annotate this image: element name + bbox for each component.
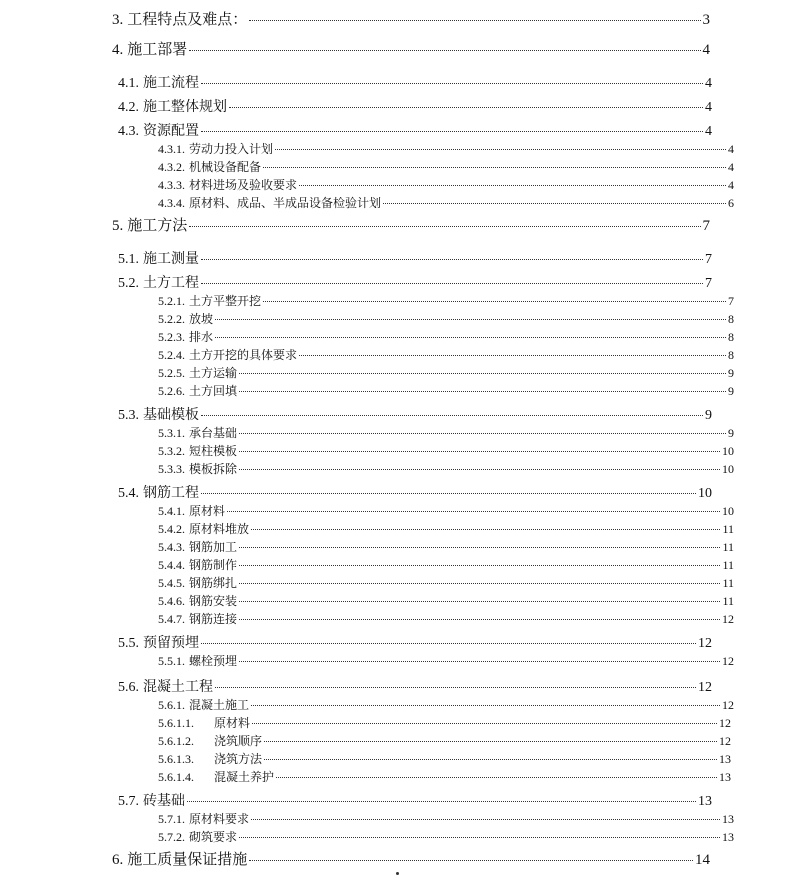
toc-entry-page-number: 4 <box>728 142 734 156</box>
toc-entry[interactable] <box>158 346 734 363</box>
toc-entry-page-number: 11 <box>722 522 734 536</box>
toc-entry-title: 资源配置 <box>143 124 199 139</box>
toc-entry-title: 施工测量 <box>143 252 199 267</box>
toc-entry-title: 土方工程 <box>143 276 199 291</box>
toc-entry[interactable] <box>158 176 734 193</box>
toc-entry-title: 短柱模板 <box>189 444 238 458</box>
toc-entry-number: 5.3. <box>118 408 139 423</box>
toc-entry[interactable] <box>118 632 712 652</box>
toc-entry[interactable] <box>158 610 734 627</box>
toc-entry-title: 放坡 <box>189 312 214 326</box>
toc-entry-number: 5.4.4. <box>158 558 185 572</box>
toc-entry-page-number: 4 <box>728 160 734 174</box>
toc-entry-page-number: 13 <box>698 794 712 809</box>
toc-entry-number: 5.6. <box>118 680 139 695</box>
toc-entry-title: 机械设备配备 <box>189 160 262 174</box>
toc-entry[interactable] <box>158 714 731 731</box>
toc-entry-number: 6. <box>112 852 124 868</box>
toc-entry-page-number: 10 <box>698 486 712 501</box>
toc-entry-page-number: 12 <box>722 612 734 626</box>
toc-dot-leader <box>239 583 720 584</box>
toc-entry[interactable] <box>118 72 712 92</box>
toc-dot-leader <box>201 131 703 132</box>
toc-entry-title: 材料进场及验收要求 <box>189 178 298 192</box>
toc-entry-page-number: 10 <box>722 504 734 518</box>
toc-entry[interactable] <box>158 556 734 573</box>
toc-entry-number: 5.5.1. <box>158 654 185 668</box>
toc-entry-title: 浇筑方法 <box>214 752 263 766</box>
toc-entry-number: 5.2. <box>118 276 139 291</box>
toc-entry-title: 预留预埋 <box>143 636 199 651</box>
toc-entry-number: 5.5. <box>118 636 139 651</box>
toc-dot-leader <box>239 661 720 662</box>
toc-entry-title: 土方运输 <box>189 366 238 380</box>
toc-entry-number: 4.3.3. <box>158 178 185 192</box>
toc-entry-page-number: 13 <box>719 752 731 766</box>
toc-entry-title: 施工方法 <box>127 218 188 234</box>
toc-entry-title: 砌筑要求 <box>189 830 238 844</box>
toc-dot-leader <box>299 185 726 186</box>
toc-dot-leader <box>201 493 696 494</box>
toc-entry-title: 排水 <box>189 330 214 344</box>
toc-entry-title: 土方平整开挖 <box>189 294 262 308</box>
toc-entry-page-number: 12 <box>698 680 712 695</box>
toc-entry-title: 原材料堆放 <box>189 522 250 536</box>
toc-entry-title: 钢筋制作 <box>189 558 238 572</box>
toc-entry[interactable] <box>158 768 731 785</box>
toc-entry[interactable] <box>158 750 731 767</box>
toc-entry-page-number: 12 <box>719 734 731 748</box>
toc-entry-page-number: 9 <box>728 426 734 440</box>
toc-dot-leader <box>187 801 696 802</box>
toc-entry-title: 基础模板 <box>143 408 199 423</box>
toc-entry-title: 施工部署 <box>127 42 188 58</box>
toc-entry-title: 钢筋工程 <box>143 486 199 501</box>
toc-entry[interactable] <box>118 272 712 292</box>
toc-entry-title: 土方开挖的具体要求 <box>189 348 298 362</box>
toc-entry[interactable] <box>158 460 734 477</box>
toc-entry-number: 4.1. <box>118 76 139 91</box>
toc-entry-number: 5.4.6. <box>158 594 185 608</box>
toc-entry-number: 5.7.1. <box>158 812 185 826</box>
toc-entry-page-number: 14 <box>695 852 710 868</box>
toc-dot-leader <box>252 723 717 724</box>
toc-dot-leader <box>229 107 703 108</box>
toc-dot-leader <box>249 860 693 861</box>
toc-entry-number: 5.4.7. <box>158 612 185 626</box>
toc-entry[interactable] <box>158 442 734 459</box>
toc-entry-page-number: 11 <box>722 540 734 554</box>
toc-entry-page-number: 9 <box>728 384 734 398</box>
toc-entry[interactable] <box>118 482 712 502</box>
toc-entry-page-number: 8 <box>728 330 734 344</box>
toc-entry-title: 钢筋绑扎 <box>189 576 238 590</box>
toc-entry-page-number: 4 <box>728 178 734 192</box>
toc-entry[interactable] <box>158 732 731 749</box>
toc-entry-title: 施工流程 <box>143 76 199 91</box>
toc-entry-number: 5.1. <box>118 252 139 267</box>
toc-entry-number: 5.4.2. <box>158 522 185 536</box>
toc-entry[interactable] <box>158 364 734 381</box>
toc-dot-leader <box>239 565 720 566</box>
toc-entry[interactable] <box>118 120 712 140</box>
toc-dot-leader <box>215 319 726 320</box>
toc-dot-leader <box>251 819 720 820</box>
toc-dot-leader <box>275 149 726 150</box>
toc-entry-page-number: 11 <box>722 558 734 572</box>
toc-entry-number: 4.3.4. <box>158 196 185 210</box>
toc-entry-page-number: 11 <box>722 576 734 590</box>
toc-entry-title: 施工整体规划 <box>143 100 227 115</box>
toc-entry-page-number: 10 <box>722 462 734 476</box>
toc-dot-leader <box>239 547 720 548</box>
toc-entry[interactable] <box>158 520 734 537</box>
toc-entry[interactable] <box>118 404 712 424</box>
toc-entry-page-number: 13 <box>722 812 734 826</box>
toc-entry-title: 浇筑顺序 <box>214 734 263 748</box>
toc-entry[interactable] <box>158 292 734 309</box>
toc-entry[interactable] <box>158 328 734 345</box>
toc-entry-number: 5.6.1.4. <box>158 770 194 784</box>
toc-dot-leader <box>249 20 700 21</box>
toc-entry-page-number: 8 <box>728 348 734 362</box>
toc-entry[interactable] <box>118 248 712 268</box>
toc-entry-page-number: 6 <box>728 196 734 210</box>
toc-entry[interactable] <box>118 96 712 116</box>
toc-entry[interactable] <box>158 574 734 591</box>
toc-entry-title: 原材料 <box>189 504 226 518</box>
toc-entry-page-number: 12 <box>722 654 734 668</box>
toc-entry-title: 混凝土工程 <box>143 680 213 695</box>
toc-dot-leader <box>251 529 720 530</box>
toc-entry-number: 5. <box>112 218 124 234</box>
toc-entry-number: 4.3.1. <box>158 142 185 156</box>
toc-entry[interactable] <box>158 828 734 845</box>
toc-entry-number: 5.2.1. <box>158 294 185 308</box>
toc-entry[interactable] <box>158 592 734 609</box>
toc-entry-page-number: 12 <box>722 698 734 712</box>
toc-entry[interactable] <box>112 848 710 869</box>
toc-dot-leader <box>227 511 720 512</box>
toc-dot-leader <box>215 337 726 338</box>
toc-entry-number: 5.4.5. <box>158 576 185 590</box>
toc-entry[interactable] <box>158 194 734 211</box>
toc-entry[interactable] <box>158 538 734 555</box>
toc-entry-title: 钢筋连接 <box>189 612 238 626</box>
toc-entry-page-number: 12 <box>698 636 712 651</box>
toc-dot-leader <box>263 301 726 302</box>
toc-entry-number: 5.6.1.1. <box>158 716 194 730</box>
toc-dot-leader <box>189 226 700 227</box>
toc-entry[interactable] <box>158 652 734 669</box>
toc-entry-page-number: 9 <box>705 408 712 423</box>
toc-entry-page-number: 7 <box>705 252 712 267</box>
toc-entry-title: 砖基础 <box>143 794 185 809</box>
toc-entry-title: 钢筋安装 <box>189 594 238 608</box>
toc-dot-leader <box>264 741 717 742</box>
toc-entry[interactable] <box>112 214 710 235</box>
toc-entry-title: 原材料 <box>214 716 251 730</box>
toc-entry-number: 5.3.2. <box>158 444 185 458</box>
toc-dot-leader <box>215 687 696 688</box>
toc-dot-leader <box>239 433 726 434</box>
toc-dot-leader <box>201 283 703 284</box>
toc-dot-leader <box>201 259 703 260</box>
toc-dot-leader <box>201 643 696 644</box>
toc-entry-number: 5.4.1. <box>158 504 185 518</box>
toc-entry[interactable] <box>158 810 734 827</box>
toc-entry-page-number: 12 <box>719 716 731 730</box>
toc-dot-leader <box>239 837 720 838</box>
toc-entry-page-number: 10 <box>722 444 734 458</box>
toc-entry-title: 模板拆除 <box>189 462 238 476</box>
toc-dot-leader <box>201 83 703 84</box>
toc-entry[interactable] <box>158 140 734 157</box>
toc-entry-title: 原材料、成品、半成品设备检验计划 <box>189 196 382 210</box>
toc-entry-title: 混凝土养护 <box>214 770 275 784</box>
toc-entry[interactable] <box>112 8 710 29</box>
toc-entry-title: 劳动力投入计划 <box>189 142 274 156</box>
toc-dot-leader <box>276 777 717 778</box>
toc-entry-page-number: 4 <box>705 100 712 115</box>
toc-entry[interactable] <box>118 790 712 810</box>
toc-entry[interactable] <box>158 310 734 327</box>
toc-dot-leader <box>264 759 717 760</box>
toc-dot-leader <box>239 373 726 374</box>
toc-entry-number: 5.2.5. <box>158 366 185 380</box>
toc-entry-number: 5.2.3. <box>158 330 185 344</box>
toc-entry-title: 工程特点及难点： <box>127 12 248 28</box>
toc-entry-number: 5.6.1. <box>158 698 185 712</box>
toc-entry-title: 混凝土施工 <box>189 698 250 712</box>
toc-entry[interactable] <box>118 676 712 696</box>
toc-entry-page-number: 3 <box>702 12 710 28</box>
toc-entry-title: 承台基础 <box>189 426 238 440</box>
toc-entry-number: 5.2.6. <box>158 384 185 398</box>
toc-entry-page-number: 8 <box>728 312 734 326</box>
toc-entry-number: 4. <box>112 42 124 58</box>
toc-entry-number: 3. <box>112 12 124 28</box>
toc-entry-number: 4.3. <box>118 124 139 139</box>
toc-entry-number: 5.2.4. <box>158 348 185 362</box>
toc-entry[interactable] <box>112 38 710 59</box>
toc-entry[interactable] <box>158 382 734 399</box>
toc-dot-leader <box>239 601 720 602</box>
toc-entry-page-number: 7 <box>705 276 712 291</box>
toc-dot-leader <box>239 451 720 452</box>
toc-entry-page-number: 9 <box>728 366 734 380</box>
toc-entry-title: 钢筋加工 <box>189 540 238 554</box>
toc-dot-leader <box>251 705 720 706</box>
toc-entry-number: 5.2.2. <box>158 312 185 326</box>
toc-entry-number: 5.7.2. <box>158 830 185 844</box>
toc-entry-page-number: 13 <box>722 830 734 844</box>
toc-dot-leader <box>263 167 726 168</box>
toc-entry-title: 施工质量保证措施 <box>127 852 248 868</box>
toc-entry-page-number: 7 <box>702 218 710 234</box>
toc-entry-title: 螺栓预埋 <box>189 654 238 668</box>
toc-entry[interactable] <box>158 158 734 175</box>
toc-entry-number: 4.3.2. <box>158 160 185 174</box>
toc-entry-page-number: 4 <box>705 76 712 91</box>
toc-dot-leader <box>189 50 700 51</box>
toc-dot-leader <box>201 415 703 416</box>
toc-entry-page-number: 4 <box>702 42 710 58</box>
toc-entry[interactable] <box>158 424 734 441</box>
toc-entry-number: 5.6.1.2. <box>158 734 194 748</box>
toc-entry-number: 5.4. <box>118 486 139 501</box>
toc-entry[interactable] <box>158 696 734 713</box>
toc-dot-leader <box>239 469 720 470</box>
toc-dot-leader <box>383 203 726 204</box>
toc-dot-leader <box>239 391 726 392</box>
toc-entry-title: 原材料要求 <box>189 812 250 826</box>
toc-entry-number: 5.3.1. <box>158 426 185 440</box>
toc-dot-leader <box>299 355 726 356</box>
toc-entry-page-number: 11 <box>722 594 734 608</box>
toc-entry-title: 土方回填 <box>189 384 238 398</box>
toc-entry[interactable] <box>158 502 734 519</box>
toc-entry-number: 5.7. <box>118 794 139 809</box>
toc-entry-page-number: 4 <box>705 124 712 139</box>
toc-entry-number: 4.2. <box>118 100 139 115</box>
toc-entry-page-number: 13 <box>719 770 731 784</box>
toc-entry-number: 5.3.3. <box>158 462 185 476</box>
page-footer-mark <box>396 872 399 875</box>
toc-entry-number: 5.6.1.3. <box>158 752 194 766</box>
toc-entry-number: 5.4.3. <box>158 540 185 554</box>
toc-entry-page-number: 7 <box>728 294 734 308</box>
toc-dot-leader <box>239 619 720 620</box>
